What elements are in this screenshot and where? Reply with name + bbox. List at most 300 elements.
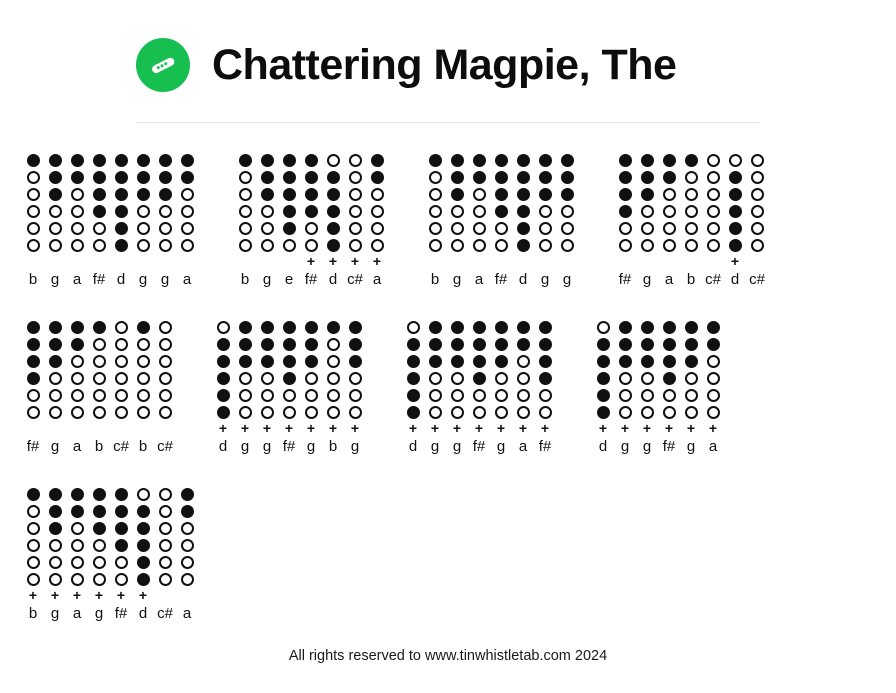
- hole-closed-icon: [49, 522, 62, 535]
- hole-open-icon: [349, 188, 362, 201]
- note-label: f#: [114, 605, 128, 622]
- hole-open-icon: [49, 372, 62, 385]
- octave-marker: +: [94, 587, 104, 603]
- hole-open-icon: [181, 188, 194, 201]
- hole-open-icon: [349, 406, 362, 419]
- hole-closed-icon: [159, 171, 172, 184]
- note-column: [176, 152, 198, 291]
- note-label: c#: [705, 271, 721, 288]
- hole-open-icon: [707, 188, 720, 201]
- note-column: [468, 152, 490, 291]
- note-column: [110, 152, 132, 291]
- hole-open-icon: [159, 372, 172, 385]
- octave-marker: +: [372, 253, 382, 269]
- note-label: f#: [538, 438, 552, 455]
- note-column: [110, 319, 132, 458]
- note-label: d: [598, 438, 608, 455]
- hole-closed-icon: [451, 171, 464, 184]
- measure-notes: [22, 319, 176, 458]
- hole-closed-icon: [27, 372, 40, 385]
- tab-measure: [424, 152, 578, 291]
- hole-closed-icon: [71, 171, 84, 184]
- octave-marker: +: [350, 253, 360, 269]
- hole-closed-icon: [137, 505, 150, 518]
- note-column: [234, 319, 256, 458]
- hole-closed-icon: [93, 205, 106, 218]
- hole-open-icon: [27, 239, 40, 252]
- hole-closed-icon: [327, 239, 340, 252]
- hole-open-icon: [305, 406, 318, 419]
- note-label: b: [94, 438, 104, 455]
- hole-closed-icon: [517, 338, 530, 351]
- hole-closed-icon: [283, 205, 296, 218]
- hole-closed-icon: [495, 321, 508, 334]
- hole-closed-icon: [597, 355, 610, 368]
- note-column: [534, 152, 556, 291]
- hole-open-icon: [137, 205, 150, 218]
- note-column: [212, 319, 234, 458]
- octave-marker: +: [598, 420, 608, 436]
- hole-open-icon: [239, 222, 252, 235]
- measure-notes: [22, 486, 198, 625]
- hole-open-icon: [261, 406, 274, 419]
- octave-marker: +: [686, 420, 696, 436]
- hole-open-icon: [619, 239, 632, 252]
- octave-marker: +: [328, 253, 338, 269]
- hole-closed-icon: [685, 355, 698, 368]
- hole-closed-icon: [137, 321, 150, 334]
- note-column: [154, 486, 176, 625]
- hole-open-icon: [49, 556, 62, 569]
- note-column: [278, 152, 300, 291]
- hole-open-icon: [473, 406, 486, 419]
- note-label: a: [182, 605, 192, 622]
- hole-closed-icon: [641, 321, 654, 334]
- hole-open-icon: [49, 205, 62, 218]
- hole-closed-icon: [49, 338, 62, 351]
- note-column: [446, 152, 468, 291]
- tab-measure: [592, 319, 724, 458]
- note-label: g: [540, 271, 550, 288]
- note-label: f#: [618, 271, 632, 288]
- hole-closed-icon: [539, 372, 552, 385]
- hole-closed-icon: [115, 154, 128, 167]
- hole-open-icon: [71, 522, 84, 535]
- hole-open-icon: [539, 222, 552, 235]
- hole-open-icon: [707, 389, 720, 402]
- hole-closed-icon: [407, 372, 420, 385]
- hole-closed-icon: [261, 321, 274, 334]
- tab-row: [0, 486, 896, 625]
- hole-closed-icon: [495, 355, 508, 368]
- hole-open-icon: [561, 222, 574, 235]
- hole-closed-icon: [49, 188, 62, 201]
- hole-open-icon: [239, 372, 252, 385]
- octave-marker: +: [642, 420, 652, 436]
- hole-open-icon: [327, 338, 340, 351]
- hole-closed-icon: [115, 205, 128, 218]
- hole-closed-icon: [49, 171, 62, 184]
- note-label: c#: [113, 438, 129, 455]
- hole-open-icon: [663, 188, 676, 201]
- hole-closed-icon: [283, 321, 296, 334]
- hole-open-icon: [71, 205, 84, 218]
- hole-closed-icon: [239, 355, 252, 368]
- hole-closed-icon: [115, 539, 128, 552]
- note-column: [468, 319, 490, 458]
- hole-closed-icon: [27, 154, 40, 167]
- hole-closed-icon: [429, 338, 442, 351]
- note-label: g: [642, 271, 652, 288]
- hole-closed-icon: [619, 338, 632, 351]
- hole-closed-icon: [539, 188, 552, 201]
- hole-closed-icon: [663, 321, 676, 334]
- hole-open-icon: [93, 372, 106, 385]
- hole-closed-icon: [619, 205, 632, 218]
- note-label: f#: [304, 271, 318, 288]
- hole-closed-icon: [517, 188, 530, 201]
- hole-open-icon: [159, 406, 172, 419]
- hole-open-icon: [49, 389, 62, 402]
- hole-open-icon: [71, 556, 84, 569]
- hole-open-icon: [495, 389, 508, 402]
- note-label: c#: [157, 438, 173, 455]
- hole-open-icon: [27, 573, 40, 586]
- hole-open-icon: [27, 522, 40, 535]
- hole-open-icon: [93, 338, 106, 351]
- hole-open-icon: [429, 406, 442, 419]
- note-label: b: [240, 271, 250, 288]
- hole-open-icon: [327, 406, 340, 419]
- hole-open-icon: [349, 239, 362, 252]
- note-column: [256, 319, 278, 458]
- note-label: a: [474, 271, 484, 288]
- note-label: b: [328, 438, 338, 455]
- tab-measure: [22, 319, 176, 458]
- hole-closed-icon: [597, 389, 610, 402]
- hole-closed-icon: [407, 389, 420, 402]
- hole-open-icon: [561, 205, 574, 218]
- hole-closed-icon: [495, 171, 508, 184]
- hole-open-icon: [327, 372, 340, 385]
- hole-closed-icon: [305, 205, 318, 218]
- hole-open-icon: [137, 338, 150, 351]
- note-column: [424, 152, 446, 291]
- note-column: [66, 486, 88, 625]
- note-label: g: [452, 438, 462, 455]
- tab-measure: [614, 152, 768, 291]
- hole-open-icon: [473, 239, 486, 252]
- hole-open-icon: [305, 239, 318, 252]
- hole-open-icon: [115, 338, 128, 351]
- hole-open-icon: [49, 573, 62, 586]
- hole-open-icon: [305, 389, 318, 402]
- note-column: [344, 319, 366, 458]
- hole-closed-icon: [137, 171, 150, 184]
- hole-open-icon: [93, 389, 106, 402]
- hole-open-icon: [93, 239, 106, 252]
- hole-open-icon: [159, 539, 172, 552]
- hole-open-icon: [137, 406, 150, 419]
- hole-open-icon: [597, 321, 610, 334]
- tin-whistle-icon: [136, 38, 190, 92]
- hole-closed-icon: [327, 171, 340, 184]
- hole-closed-icon: [473, 338, 486, 351]
- hole-closed-icon: [93, 488, 106, 501]
- note-column: [234, 152, 256, 291]
- hole-closed-icon: [729, 188, 742, 201]
- tab-measure: [22, 152, 198, 291]
- hole-open-icon: [451, 372, 464, 385]
- hole-closed-icon: [685, 338, 698, 351]
- note-label: c#: [347, 271, 363, 288]
- hole-closed-icon: [451, 188, 464, 201]
- hole-open-icon: [619, 406, 632, 419]
- hole-closed-icon: [305, 355, 318, 368]
- hole-open-icon: [159, 389, 172, 402]
- hole-open-icon: [707, 222, 720, 235]
- hole-closed-icon: [115, 505, 128, 518]
- note-column: [592, 319, 614, 458]
- octave-marker: +: [116, 587, 126, 603]
- hole-open-icon: [641, 239, 654, 252]
- note-column: [88, 486, 110, 625]
- hole-closed-icon: [305, 188, 318, 201]
- hole-open-icon: [371, 239, 384, 252]
- hole-open-icon: [283, 389, 296, 402]
- note-column: [512, 319, 534, 458]
- note-column: [636, 319, 658, 458]
- note-column: [132, 319, 154, 458]
- hole-closed-icon: [371, 154, 384, 167]
- hole-open-icon: [261, 205, 274, 218]
- hole-open-icon: [159, 556, 172, 569]
- hole-open-icon: [261, 372, 274, 385]
- hole-open-icon: [751, 171, 764, 184]
- note-label: f#: [494, 271, 508, 288]
- hole-closed-icon: [239, 154, 252, 167]
- hole-closed-icon: [663, 355, 676, 368]
- hole-open-icon: [517, 372, 530, 385]
- hole-closed-icon: [305, 171, 318, 184]
- note-column: [366, 152, 388, 291]
- note-label: a: [72, 605, 82, 622]
- hole-open-icon: [115, 556, 128, 569]
- hole-closed-icon: [49, 355, 62, 368]
- hole-closed-icon: [663, 338, 676, 351]
- hole-closed-icon: [641, 154, 654, 167]
- note-column: [300, 152, 322, 291]
- hole-open-icon: [641, 222, 654, 235]
- hole-open-icon: [349, 154, 362, 167]
- tab-notation: [0, 152, 896, 653]
- hole-open-icon: [371, 188, 384, 201]
- hole-closed-icon: [181, 171, 194, 184]
- hole-closed-icon: [93, 505, 106, 518]
- hole-closed-icon: [261, 154, 274, 167]
- footer-copyright: All rights reserved to www.tinwhistletab.com 2024: [288, 648, 608, 664]
- hole-open-icon: [641, 389, 654, 402]
- hole-closed-icon: [495, 188, 508, 201]
- hole-open-icon: [685, 222, 698, 235]
- note-column: [176, 486, 198, 625]
- hole-open-icon: [239, 171, 252, 184]
- note-label: g: [306, 438, 316, 455]
- note-label: g: [94, 605, 104, 622]
- hole-open-icon: [663, 406, 676, 419]
- hole-open-icon: [539, 205, 552, 218]
- hole-open-icon: [663, 389, 676, 402]
- hole-open-icon: [115, 406, 128, 419]
- note-label: g: [50, 271, 60, 288]
- note-label: g: [642, 438, 652, 455]
- note-label: d: [218, 438, 228, 455]
- note-column: [22, 486, 44, 625]
- note-label: g: [240, 438, 250, 455]
- tab-measure: [22, 486, 198, 625]
- hole-closed-icon: [517, 154, 530, 167]
- hole-open-icon: [27, 406, 40, 419]
- hole-closed-icon: [539, 321, 552, 334]
- hole-closed-icon: [473, 355, 486, 368]
- hole-closed-icon: [561, 171, 574, 184]
- note-label: g: [452, 271, 462, 288]
- hole-closed-icon: [159, 188, 172, 201]
- note-label: a: [72, 271, 82, 288]
- hole-open-icon: [451, 389, 464, 402]
- hole-open-icon: [619, 389, 632, 402]
- note-column: [556, 152, 578, 291]
- hole-closed-icon: [707, 338, 720, 351]
- hole-open-icon: [27, 205, 40, 218]
- hole-closed-icon: [217, 389, 230, 402]
- hole-closed-icon: [451, 154, 464, 167]
- note-label: a: [708, 438, 718, 455]
- hole-open-icon: [181, 239, 194, 252]
- hole-open-icon: [159, 321, 172, 334]
- hole-open-icon: [495, 406, 508, 419]
- hole-closed-icon: [71, 338, 84, 351]
- note-column: [746, 152, 768, 291]
- hole-open-icon: [27, 171, 40, 184]
- hole-open-icon: [115, 355, 128, 368]
- hole-open-icon: [685, 389, 698, 402]
- note-column: [110, 486, 132, 625]
- hole-closed-icon: [729, 171, 742, 184]
- hole-open-icon: [685, 372, 698, 385]
- note-column: [66, 152, 88, 291]
- hole-open-icon: [71, 406, 84, 419]
- hole-closed-icon: [93, 154, 106, 167]
- hole-closed-icon: [283, 154, 296, 167]
- measure-notes: [234, 152, 388, 291]
- hole-closed-icon: [597, 372, 610, 385]
- tab-measure: [402, 319, 556, 458]
- hole-closed-icon: [137, 539, 150, 552]
- hole-open-icon: [49, 222, 62, 235]
- octave-marker: +: [730, 253, 740, 269]
- hole-closed-icon: [115, 171, 128, 184]
- hole-closed-icon: [217, 372, 230, 385]
- hole-closed-icon: [283, 355, 296, 368]
- note-label: a: [518, 438, 528, 455]
- hole-closed-icon: [517, 222, 530, 235]
- hole-open-icon: [707, 171, 720, 184]
- hole-open-icon: [137, 389, 150, 402]
- hole-closed-icon: [239, 321, 252, 334]
- octave-marker: +: [306, 420, 316, 436]
- hole-open-icon: [473, 205, 486, 218]
- hole-open-icon: [751, 188, 764, 201]
- note-label: b: [138, 438, 148, 455]
- hole-open-icon: [349, 205, 362, 218]
- hole-closed-icon: [137, 522, 150, 535]
- note-column: [344, 152, 366, 291]
- hole-open-icon: [71, 573, 84, 586]
- hole-closed-icon: [707, 321, 720, 334]
- hole-open-icon: [137, 222, 150, 235]
- hole-closed-icon: [27, 488, 40, 501]
- hole-closed-icon: [283, 171, 296, 184]
- hole-closed-icon: [283, 222, 296, 235]
- octave-marker: +: [496, 420, 506, 436]
- hole-closed-icon: [283, 338, 296, 351]
- hole-open-icon: [27, 556, 40, 569]
- hole-open-icon: [371, 222, 384, 235]
- note-label: b: [686, 271, 696, 288]
- note-column: [490, 152, 512, 291]
- hole-closed-icon: [327, 321, 340, 334]
- hole-closed-icon: [561, 154, 574, 167]
- hole-closed-icon: [137, 556, 150, 569]
- note-label: g: [562, 271, 572, 288]
- hole-closed-icon: [93, 188, 106, 201]
- hole-open-icon: [429, 205, 442, 218]
- measure-notes: [212, 319, 366, 458]
- measure-notes: [592, 319, 724, 458]
- hole-closed-icon: [517, 239, 530, 252]
- hole-open-icon: [707, 154, 720, 167]
- hole-closed-icon: [663, 171, 676, 184]
- octave-marker: +: [328, 420, 338, 436]
- hole-open-icon: [93, 355, 106, 368]
- note-label: b: [430, 271, 440, 288]
- hole-open-icon: [71, 222, 84, 235]
- hole-open-icon: [115, 372, 128, 385]
- hole-closed-icon: [49, 321, 62, 334]
- octave-marker: +: [452, 420, 462, 436]
- hole-closed-icon: [641, 338, 654, 351]
- note-column: [322, 319, 344, 458]
- hole-open-icon: [71, 188, 84, 201]
- hole-open-icon: [181, 205, 194, 218]
- hole-open-icon: [239, 188, 252, 201]
- hole-closed-icon: [327, 205, 340, 218]
- hole-open-icon: [371, 205, 384, 218]
- note-column: [88, 319, 110, 458]
- note-label: d: [138, 605, 148, 622]
- hole-closed-icon: [619, 355, 632, 368]
- hole-closed-icon: [181, 505, 194, 518]
- note-column: [278, 319, 300, 458]
- note-column: [154, 152, 176, 291]
- hole-open-icon: [159, 338, 172, 351]
- hole-closed-icon: [159, 154, 172, 167]
- note-column: [88, 152, 110, 291]
- hole-closed-icon: [93, 522, 106, 535]
- page-title: Chattering Magpie, The: [212, 40, 677, 89]
- hole-closed-icon: [473, 154, 486, 167]
